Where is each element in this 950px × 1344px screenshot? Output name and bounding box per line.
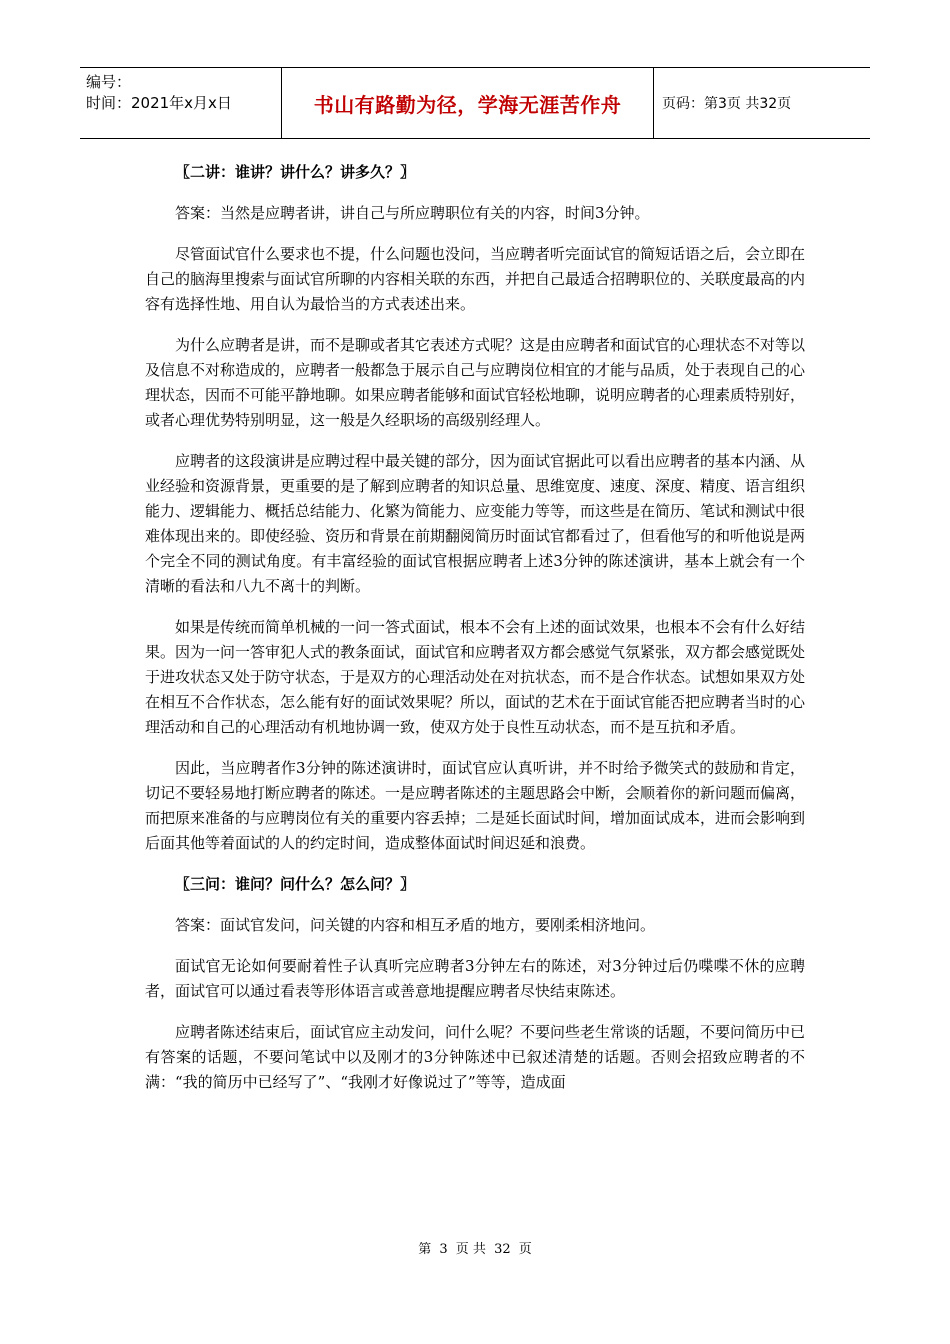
footer-total-pages: 32 — [494, 1242, 511, 1257]
header-meta — [80, 68, 282, 138]
footer-prefix: 第 — [418, 1242, 432, 1257]
document-header — [80, 67, 870, 139]
header-page-info: 页码：第3页 共32页 — [662, 96, 792, 112]
paragraph: 因此，当应聘者作3分钟的陈述演讲时，面试官应认真听讲，并不时给予微笑式的鼓励和肯定，切记不要轻易地打断应聘者的陈述。一是应聘者陈述的主题思路会中断，会顺着你的新问题而偏离，而把原来准备的与应聘岗位有关的重要内容丢掉；二是延长面试时间，增加面试成本，进而会影响到后面其他等着面试的人的约定时间，造成整体面试时间迟延和浪费。 — [145, 759, 806, 852]
document-body — [145, 160, 805, 1095]
paragraph: 如果是传统而简单机械的一问一答式面试，根本不会有上述的面试效果，也根本不会有什么好结果。因为一问一答审犯人式的教条面试，面试官和应聘者双方都会感觉气氛紧张，双方都会感觉既处于进攻状态又处于防守状态，于是双方的心理活动处在对抗状态，而不是合作状态。试想如果双方处在相互不合作状态，怎么能有好的面试效果呢？所以，面试的艺术在于面试官能否把应聘者当时的心理活动和自己的心理活动有机地协调一致，使双方处于良性互动状态，而不是互抗和矛盾。 — [145, 618, 806, 736]
footer-page-number: 3 — [439, 1242, 448, 1257]
paragraph: 为什么应聘者是讲，而不是聊或者其它表述方式呢？这是由应聘者和面试官的心理状态不对等以及信息不对称造成的，应聘者一般都急于展示自己与应聘岗位相宜的才能与品质，处于表现自己的心理状态，因而不可能平静地聊。如果应聘者能够和面试官轻松地聊，说明应聘者的心理素质特别好，或者心理优势特别明显，这一般是久经职场的高级别经理人。 — [145, 336, 806, 429]
paragraph: 应聘者陈述结束后，面试官应主动发问，问什么呢？不要问些老生常谈的话题，不要问简历中已有答案的话题，不要问笔试中以及刚才的3分钟陈述中已叙述清楚的话题。否则会招致应聘者的不满：“我的简历中已经写了”、“我刚才好像说过了”等等，造成面 — [145, 1023, 806, 1091]
page-footer — [0, 1238, 950, 1257]
paragraph: 应聘者的这段演讲是应聘过程中最关键的部分，因为面试官据此可以看出应聘者的基本内涵、从业经验和资源背景，更重要的是了解到应聘者的知识总量、思维宽度、速度、深度、精度、语言组织能力、逻辑能力、概括总结能力、化繁为简能力、应变能力等等，而这些是在简历、笔试和测试中很难体现出来的。即使经验、资历和背景在前期翻阅简历时面试官都看过了，但看他写的和听他说是两个完全不同的测试角度。有丰富经验的面试官根据应聘者上述3分钟的陈述演讲，基本上就会有一个清晰的看法和八九不离十的判断。 — [145, 452, 806, 595]
header-page-info-cell — [654, 68, 870, 138]
section-heading: 〖三问：谁问？问什么？怎么问？〗 — [175, 875, 416, 893]
header-motto-cell — [282, 68, 654, 138]
paragraph: 答案：面试官发问，问关键的内容和相互矛盾的地方，要刚柔相济地问。 — [175, 916, 656, 934]
footer-suffix: 页 — [518, 1242, 532, 1257]
document-date: 时间：2021年x月x日 — [86, 94, 232, 112]
paragraph: 答案：当然是应聘者讲，讲自己与所应聘职位有关的内容，时间3分钟。 — [175, 204, 650, 222]
paragraph: 面试官无论如何要耐着性子认真听完应聘者3分钟左右的陈述，对3分钟过后仍喋喋不休的应聘者，面试官可以通过看表等形体语言或善意地提醒应聘者尽快结束陈述。 — [145, 957, 805, 1000]
footer-middle: 页 共 — [455, 1242, 486, 1257]
document-number-label: 编号： — [86, 73, 132, 91]
paragraph: 尽管面试官什么要求也不提，什么问题也没问，当应聘者听完面试官的简短话语之后，会立即在自己的脑海里搜索与面试官所聊的内容相关联的东西，并把自己最适合招聘职位的、关联度最高的内容有选择性地、用自认为最恰当的方式表述出来。 — [145, 245, 806, 313]
header-motto: 书山有路勤为径，学海无涯苦作舟 — [313, 92, 622, 117]
section-heading: 〖二讲：谁讲？讲什么？讲多久？〗 — [175, 163, 416, 181]
